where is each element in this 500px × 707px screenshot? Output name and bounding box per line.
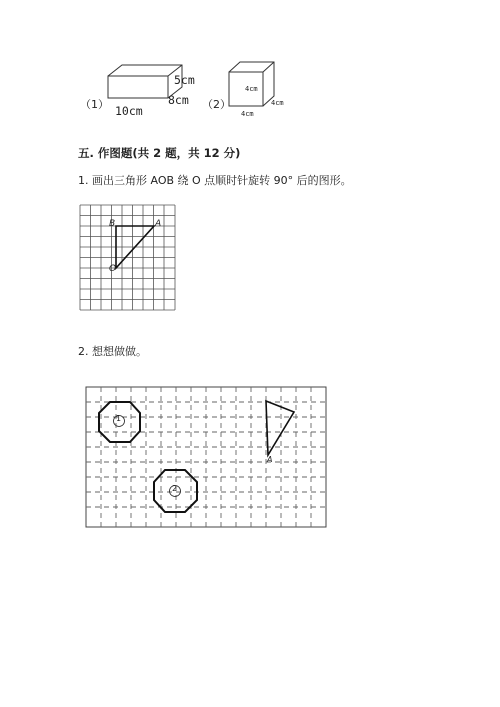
cuboid-index-label: （1）	[80, 98, 109, 111]
cube-index-label: （2）	[202, 98, 231, 111]
cuboid-depth-label: 8cm	[168, 93, 189, 107]
q2-text: 2. 想想做做。	[78, 345, 147, 358]
cuboid-length-label: 10cm	[115, 104, 143, 118]
q2-grid-figure	[84, 385, 330, 530]
q2-label-a: A	[267, 455, 273, 464]
q2-shape2-label: 2	[172, 484, 178, 493]
q1-label-b: B	[109, 219, 116, 229]
q1-label-o: O	[109, 264, 117, 274]
section-title: 五. 作图题(共 2 题，共 12 分)	[78, 146, 241, 160]
cube-side-label: 4cm	[271, 99, 284, 107]
q2-dashed-grid	[86, 387, 326, 527]
q2-shape1-label: 1	[116, 414, 122, 423]
cuboid-height-label: 5cm	[174, 73, 195, 87]
q1-text: 1. 画出三角形 AOB 绕 O 点顺时针旋转 90° 后的图形。	[78, 174, 352, 187]
cube-bottom-label: 4cm	[241, 110, 254, 118]
q1-label-a: A	[155, 219, 162, 229]
cube-front-label: 4cm	[245, 85, 258, 93]
q1-grid-figure	[78, 203, 178, 313]
